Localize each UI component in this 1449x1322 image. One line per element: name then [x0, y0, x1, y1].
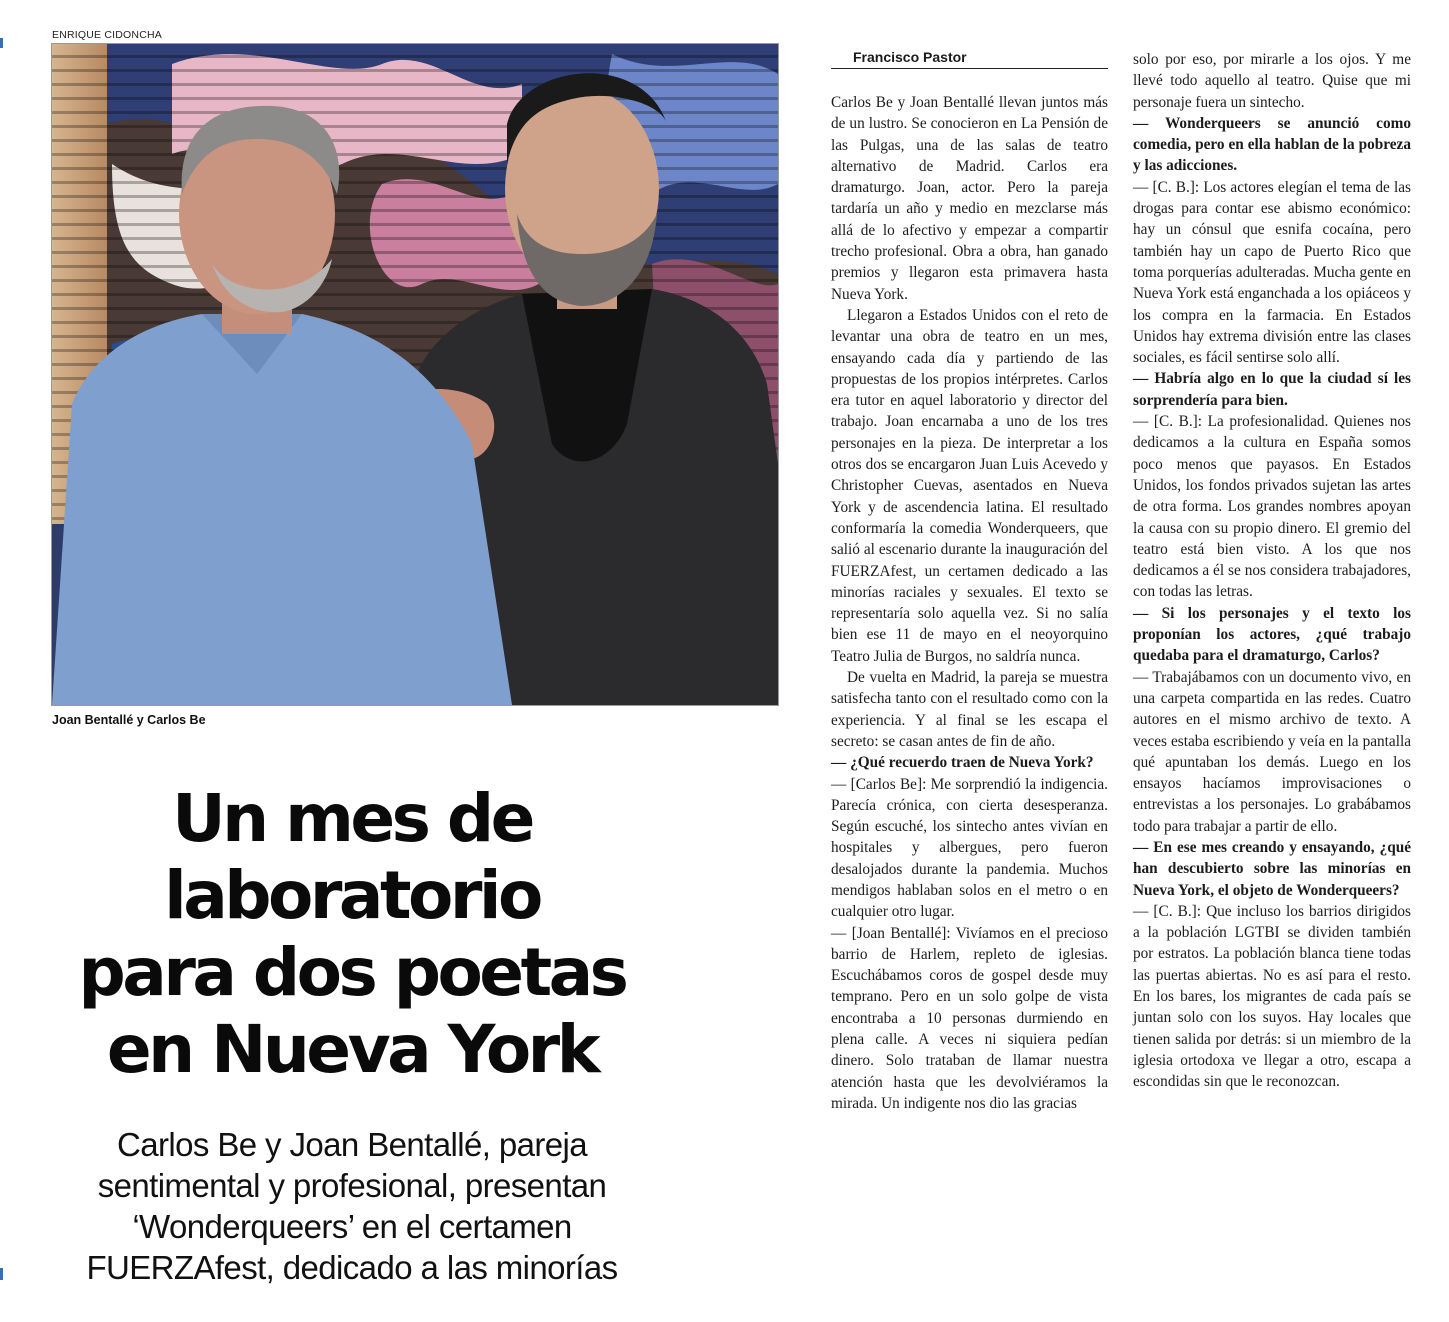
article-column-1: [831, 92, 1108, 1114]
interview-question: — Habría algo en lo que la ciudad sí les sorprendería para bien.: [1133, 370, 1411, 409]
paragraph: solo por eso, por mirarle a los ojos. Y me llevé todo aquello al teatro. Quise que mi personaje fuera un sintecho.: [1133, 51, 1411, 111]
interview-question: — Wonderqueers se anunció como comedia, pero en ella hablan de la pobreza y las adicciones.: [1133, 114, 1411, 175]
subhead-line: sentimental y profesional, presentan: [97, 1167, 607, 1204]
headline-line: Un mes de: [172, 780, 532, 857]
paragraph: Llegaron a Estados Unidos con el reto de levantar una obra de teatro en un mes, ensayando cada día y partiendo de las propuestas de los propios intérpretes. Carlos era tutor en aquel laboratorio y director del trabajo. Joan encarnaba a uno de los tres personajes en la pieza. De interpretar a los otros dos se encargaron Juan Luis Acevedo y Christopher Cuevas, asentados en Nueva York y de ascendencia latina. El resultado conformaría la comedia Wonderqueers, que salió al escenario durante la inauguración del FUERZAfest, un certamen dedicado a las minorías raciales y sexuales. El texto se representaría solo aquella vez. Si no salía bien ese 11 de mayo en el neoyorquino Teatro Julia de Burgos, no saldría nunca.: [831, 306, 1108, 665]
headline-line: para dos poetas: [78, 934, 626, 1011]
interview-question: — ¿Qué recuerdo traen de Nueva York?: [831, 754, 1094, 772]
article-column-2: [1133, 49, 1411, 1093]
headline-line: en Nueva York: [106, 1011, 598, 1088]
interview-question: — En ese mes creando y ensayando, ¿qué han descubierto sobre las minorías en Nueva York, el objeto de Wonderqueers?: [1133, 838, 1411, 899]
interview-answer: — [C. B.]: Los actores elegían el tema de las drogas para contar ese abismo económico: hay un cónsul que esnifa cocaína, pero también hay un capo de Puerto Rico que toma porquerías adulteradas. Mucha gente en Nueva York está enganchada a los opiáceos y los compra en la farmacia. En Estados Unidos hay extrema división entre las clases sociales, es fácil sentirse solo allí.: [1133, 178, 1411, 367]
article-photo: [51, 43, 779, 706]
interview-answer: — [Carlos Be]: Me sorprendió la indigencia. Parecía crónica, con cierta desesperanza. Según escuché, los sintecho antes vivían en hospitales y albergues, pero fueron desalojados durante la pandemia. Muchos mendigos hablaban solos en el metro o en cualquier otro lugar.: [831, 775, 1108, 921]
interview-question: — Si los personajes y el texto los proponían los actores, ¿qué trabajo quedaba para el dramaturgo, Carlos?: [1133, 604, 1411, 665]
interview-answer: — [Joan Bentallé]: Vivíamos en el precioso barrio de Harlem, repleto de iglesias. Escuchábamos coros de gospel desde muy temprano. Pero en un solo golpe de vista encontraba a 10 personas durmiendo en plena calle. A veces ni siquiera pedían dinero. Solo trataban de llamar nuestra atención hasta que les devolviéramos la mirada. Un indigente nos dio las gracias: [831, 924, 1108, 1112]
paragraph: De vuelta en Madrid, la pareja se muestra satisfecha tanto con el resultado como con la experiencia. Y al final se les escapa el secreto: se casan antes de fin de año.: [831, 669, 1108, 750]
interview-answer: — [C. B.]: Que incluso los barrios dirigidos a la población LGTBI se dividen también por estratos. La población blanca tiene todas las puertas abiertas. No es así para el resto. En los bares, los migrantes de cada país se juntan solo con los suyos. Hay locales que tienen salida por detrás: si un miembro de la iglesia ortodoxa ve llegar a otro, escapa a escondidas sin que le reconozcan.: [1133, 902, 1411, 1091]
interview-answer: — Trabajábamos con un documento vivo, en una carpeta compartida en las redes. Cuatro autores en el mismo archivo de texto. A veces estaba escribiendo y veía en la pantalla qué apuntaban los demás. Luego en los ensayos hacíamos improvisaciones o entrevistas a los personajes. Lo grabábamos todo para trabajar a partir de ello.: [1133, 668, 1411, 835]
subheadline: [52, 1124, 652, 1288]
headline: [52, 780, 652, 1088]
edge-marker: [0, 1268, 3, 1280]
byline: Francisco Pastor: [831, 49, 1108, 69]
subhead-line: FUERZAfest, dedicado a las minorías: [86, 1249, 618, 1286]
photo-caption: Joan Bentallé y Carlos Be: [52, 713, 206, 727]
headline-line: laboratorio: [164, 857, 540, 934]
photo-credit: ENRIQUE CIDONCHA: [52, 29, 162, 41]
subhead-line: Carlos Be y Joan Bentallé, pareja: [117, 1126, 587, 1163]
interview-answer: — [C. B.]: La profesionalidad. Quienes nos dedicamos a la cultura en España somos poco menos que payasos. En Estados Unidos, los fondos privados sujetan las artes de otra forma. Los grandes nombres apoyan la causa con su propio dinero. El gremio del teatro está bien visto. A los que nos dedicamos a él se nos considera trabajadores, con todas las letras.: [1133, 413, 1411, 601]
subhead-line: ‘Wonderqueers’ en el certamen: [132, 1208, 572, 1245]
paragraph: Carlos Be y Joan Bentallé llevan juntos más de un lustro. Se conocieron en La Pensión de las Pulgas, una de las salas de teatro alternativo de Madrid. Carlos era dramaturgo. Joan, actor. Pero la pareja tardaría un año y medio en mezclarse más allá de lo afectivo y empezar a compartir trecho profesional. Obra a obra, han ganado premios y llegaron esta primavera hasta Nueva York.: [831, 94, 1108, 303]
edge-marker: [0, 38, 3, 48]
